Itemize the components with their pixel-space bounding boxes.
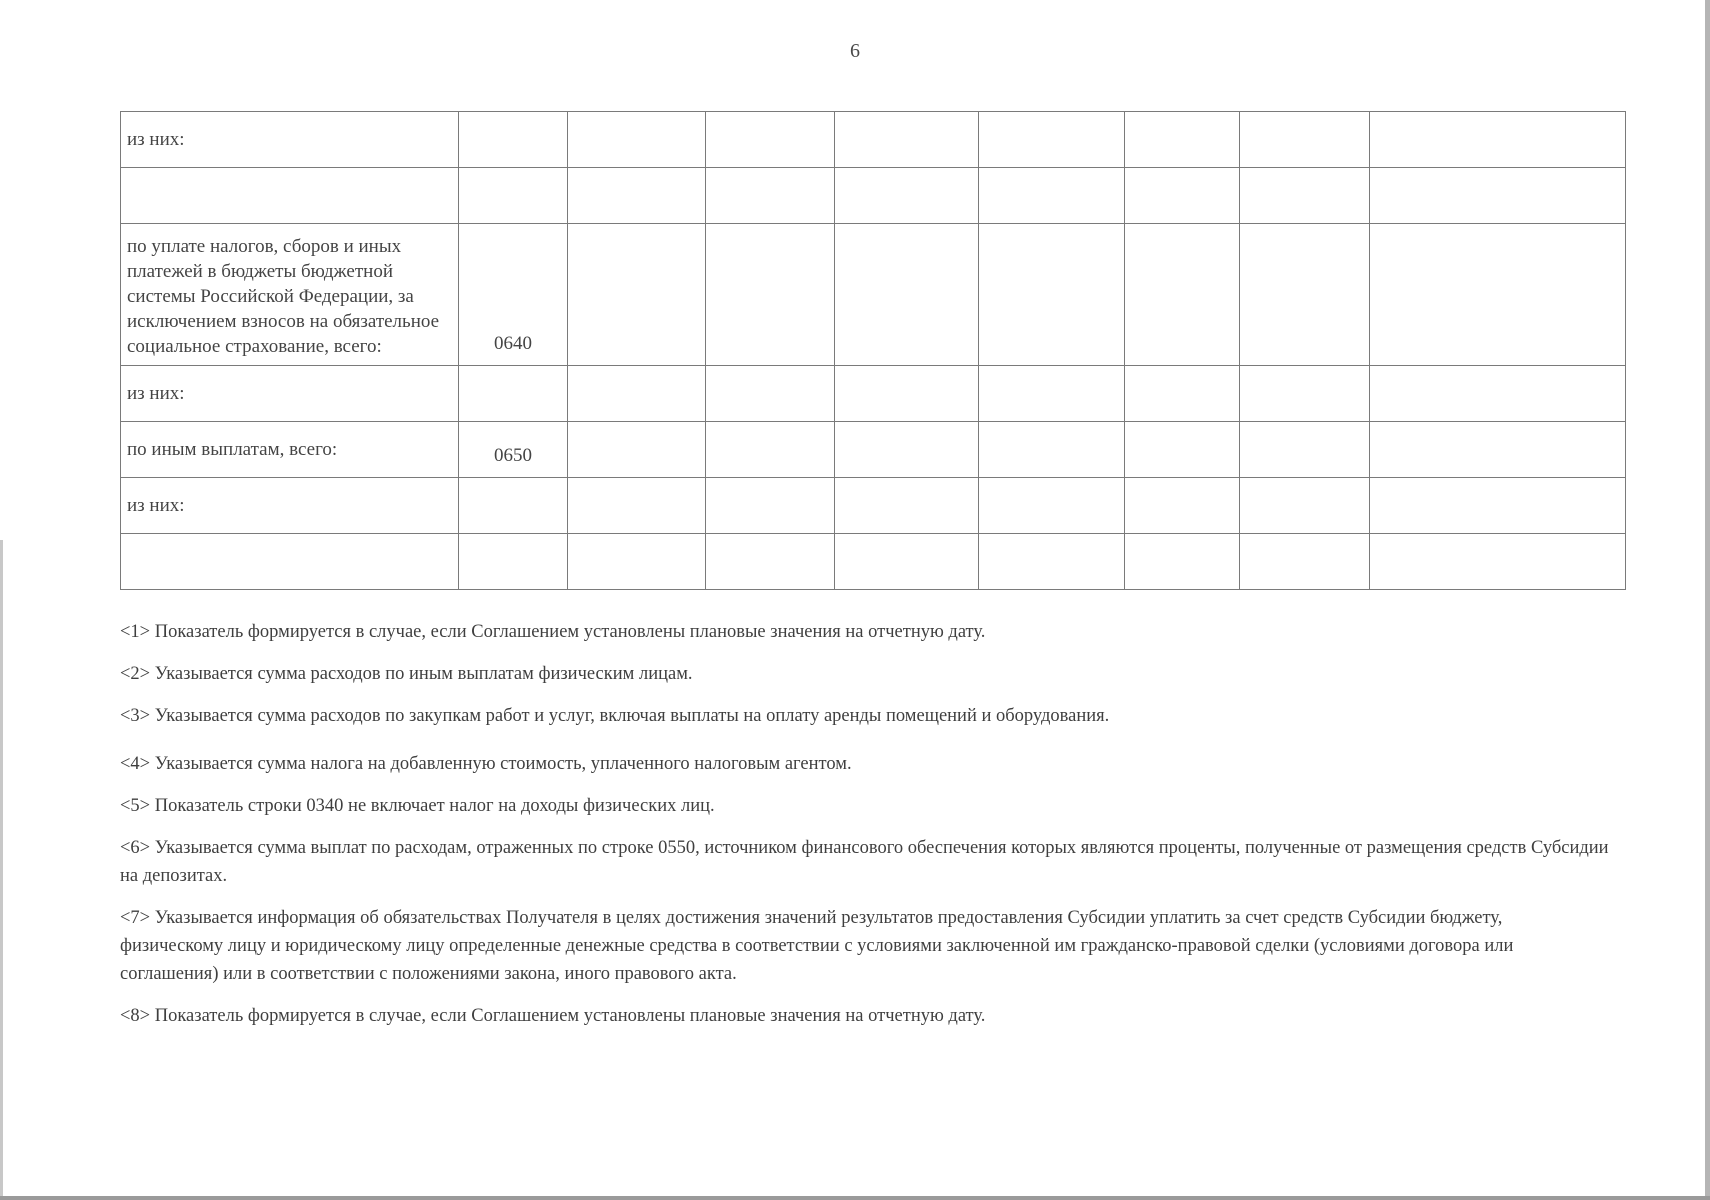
- report-table: [120, 111, 1626, 590]
- value-cell: [1370, 534, 1626, 590]
- footnote-3: <3> Указывается сумма расходов по закупкам работ и услуг, включая выплаты на оплату аренды помещений и оборудования.: [120, 706, 1110, 726]
- value-cell: [1125, 168, 1240, 224]
- value-cell: [706, 168, 835, 224]
- row-code: [459, 478, 568, 534]
- row-name: [121, 534, 459, 590]
- table-row: [121, 224, 1626, 366]
- row-code: [459, 534, 568, 590]
- value-cell: [835, 478, 979, 534]
- row-code: [459, 168, 568, 224]
- value-cell: [979, 224, 1125, 366]
- table-row: [121, 534, 1626, 590]
- value-cell: [1240, 168, 1370, 224]
- row-name: по уплате налогов, сборов и иных платежей в бюджеты бюджетной системы Российской Федерации, за исключением взносов на обязательное социальное страхование, всего:: [121, 224, 459, 366]
- scan-edge-left: [0, 540, 3, 1200]
- value-cell: [835, 168, 979, 224]
- table-row: [121, 112, 1626, 168]
- footnote-2: <2> Указывается сумма расходов по иным выплатам физическим лицам.: [120, 664, 693, 684]
- value-cell: [835, 534, 979, 590]
- value-cell: [1370, 224, 1626, 366]
- value-cell: [568, 112, 706, 168]
- value-cell: [1125, 478, 1240, 534]
- value-cell: [706, 366, 835, 422]
- table-row: [121, 478, 1626, 534]
- footnote-5: <5> Показатель строки 0340 не включает налог на доходы физических лиц.: [120, 796, 715, 816]
- row-name: из них:: [121, 366, 459, 422]
- value-cell: [1240, 478, 1370, 534]
- value-cell: [706, 112, 835, 168]
- value-cell: [1240, 534, 1370, 590]
- value-cell: [979, 366, 1125, 422]
- scan-edge-bottom: [0, 1196, 1710, 1200]
- value-cell: [568, 534, 706, 590]
- value-cell: [568, 422, 706, 478]
- value-cell: [1125, 422, 1240, 478]
- row-code: 0650: [459, 422, 568, 478]
- value-cell: [568, 224, 706, 366]
- value-cell: [1240, 224, 1370, 366]
- value-cell: [1125, 534, 1240, 590]
- row-code: [459, 112, 568, 168]
- value-cell: [979, 422, 1125, 478]
- page-number: 6: [850, 40, 860, 62]
- value-cell: [1125, 366, 1240, 422]
- value-cell: [706, 422, 835, 478]
- row-name: [121, 168, 459, 224]
- value-cell: [979, 478, 1125, 534]
- value-cell: [1370, 366, 1626, 422]
- value-cell: [1125, 112, 1240, 168]
- table-row: [121, 422, 1626, 478]
- footnote-6: <6> Указывается сумма выплат по расходам, отраженных по строке 0550, источником финансового обеспечения которых являются проценты, полученные от размещения средств Субсидии на депозитах.: [120, 838, 1609, 886]
- value-cell: [1240, 366, 1370, 422]
- row-code: [459, 366, 568, 422]
- value-cell: [979, 168, 1125, 224]
- value-cell: [568, 366, 706, 422]
- table-row: [121, 168, 1626, 224]
- value-cell: [706, 478, 835, 534]
- scan-edge-right: [1705, 0, 1710, 1200]
- value-cell: [1240, 112, 1370, 168]
- value-cell: [1370, 422, 1626, 478]
- value-cell: [1125, 224, 1240, 366]
- footnote-7: <7> Указывается информация об обязательствах Получателя в целях достижения значений результатов предоставления Субсидии уплатить за счет средств Субсидии бюджету, физическому лицу и юридическому лицу определенные денежные средства в соответствии с условиями заключенной им гражданско-правовой сделки (условиями договора или соглашения) или в соответствии с положениями закона, иного правового акта.: [120, 908, 1514, 984]
- table-row: [121, 366, 1626, 422]
- row-name: по иным выплатам, всего:: [121, 422, 459, 478]
- value-cell: [1240, 422, 1370, 478]
- value-cell: [568, 168, 706, 224]
- value-cell: [1370, 112, 1626, 168]
- value-cell: [568, 478, 706, 534]
- value-cell: [835, 422, 979, 478]
- footnote-1: <1> Показатель формируется в случае, если Соглашением установлены плановые значения на отчетную дату.: [120, 622, 986, 642]
- row-name: из них:: [121, 112, 459, 168]
- value-cell: [835, 366, 979, 422]
- row-code: 0640: [459, 224, 568, 366]
- value-cell: [706, 534, 835, 590]
- value-cell: [979, 112, 1125, 168]
- value-cell: [835, 112, 979, 168]
- value-cell: [1370, 478, 1626, 534]
- footnotes: [120, 618, 1610, 1044]
- value-cell: [979, 534, 1125, 590]
- value-cell: [706, 224, 835, 366]
- row-name: из них:: [121, 478, 459, 534]
- value-cell: [835, 224, 979, 366]
- footnote-4: <4> Указывается сумма налога на добавленную стоимость, уплаченного налоговым агентом.: [120, 754, 852, 774]
- footnote-8: <8> Показатель формируется в случае, если Соглашением установлены плановые значения на отчетную дату.: [120, 1006, 986, 1026]
- value-cell: [1370, 168, 1626, 224]
